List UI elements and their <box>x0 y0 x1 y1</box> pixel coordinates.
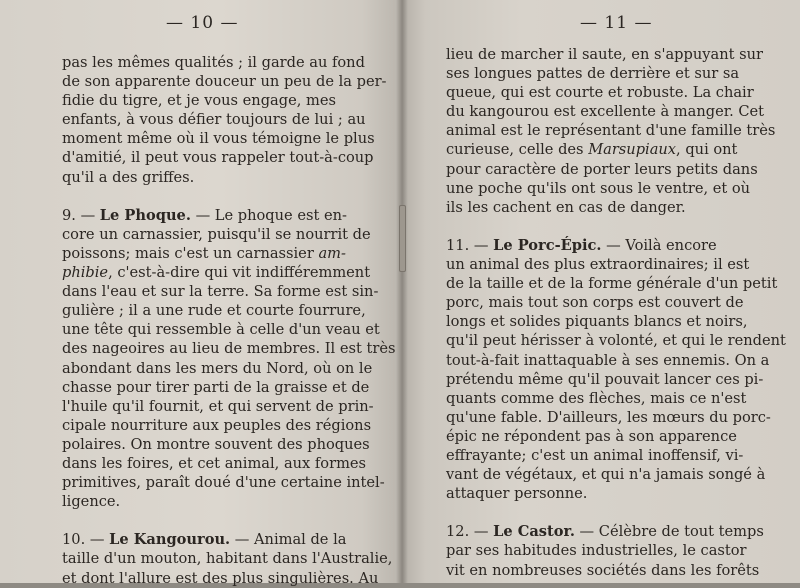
text-line: 10. — Le Kangourou. — Animal de la <box>62 531 347 549</box>
text-line: et dont l'allure est des plus singulières. Au <box>62 569 379 587</box>
italic-term: am- <box>318 244 346 262</box>
paragraph-gap <box>446 503 752 522</box>
text-line: qu'il peut hérisser à volonté, et qui le rendent <box>446 332 786 350</box>
text-line: effrayante; c'est un animal inoffensif, vi- <box>446 446 744 464</box>
text-line: polaires. On montre souvent des phoques <box>62 435 370 453</box>
text-line: attaquer personne. <box>446 485 588 503</box>
text-line: animal est le représentant d'une famille très <box>446 122 776 140</box>
paragraph-gap <box>62 187 358 206</box>
text-line: gulière ; il a une rude et courte fourrure, <box>62 302 366 320</box>
section-heading: Le Phoque. <box>99 206 191 224</box>
binding-staple <box>399 205 406 272</box>
text-line: porc, mais tout son corps est couvert de <box>446 294 744 312</box>
text-line: une poche qu'ils ont sous le ventre, et où <box>446 179 751 197</box>
text-line: de son apparente douceur un peu de la per- <box>62 73 387 91</box>
text-line: enfants, à vous défier toujours de lui ; au <box>62 111 366 129</box>
text-line: 11. — Le Porc-Épic. — Voilà encore <box>446 236 717 254</box>
text-line: taille d'un mouton, habitant dans l'Australie, <box>62 550 393 568</box>
text-line: 9. — Le Phoque. — Le phoque est en- <box>62 206 347 224</box>
text-line: chasse pour tirer parti de la graisse et de <box>62 378 370 396</box>
text-line: ils les cachent en cas de danger. <box>446 198 686 216</box>
text-line: phibie, c'est-à-dire qui vit indifféremment <box>62 264 371 282</box>
page-number-right: — 11 — <box>580 13 653 33</box>
section-heading: Le Castor. <box>493 523 575 541</box>
text-line: quants comme des flèches, mais ce n'est <box>446 389 747 407</box>
text-line: pas les mêmes qualités ; il garde au fond <box>62 54 365 71</box>
text-line: qu'il a des griffes. <box>62 168 195 186</box>
italic-term: Marsupiaux <box>588 141 677 159</box>
left-page-text <box>62 53 396 588</box>
text-line: abondant dans les mers du Nord, où on le <box>62 359 373 377</box>
text-line: fidie du tigre, et je vous engage, mes <box>62 92 336 110</box>
text-line: ses longues pattes de derrière et sur sa <box>446 65 740 83</box>
section-heading: Le Porc-Épic. <box>493 236 602 254</box>
paragraph-gap <box>62 511 358 530</box>
text-line: dans les foires, et cet animal, aux formes <box>62 454 367 472</box>
text-line: primitives, paraît doué d'une certaine intel- <box>62 474 385 492</box>
text-line: longs et solides piquants blancs et noirs, <box>446 313 748 331</box>
text-line: 12. — Le Castor. — Célèbre de tout temps <box>446 523 764 541</box>
text-line: core un carnassier, puisqu'il se nourrit de <box>62 225 371 243</box>
text-line: pour caractère de porter leurs petits dans <box>446 160 758 178</box>
text-line: vant de végétaux, et qui n'a jamais songé à <box>446 466 766 484</box>
text-line: qu'une fable. D'ailleurs, les mœurs du porc- <box>446 408 771 426</box>
right-page <box>402 0 800 583</box>
text-line: épic ne répondent pas à son apparence <box>446 427 737 445</box>
text-line: de la taille et de la forme générale d'un petit <box>446 275 778 293</box>
page-number-left: — 10 — <box>166 13 239 33</box>
text-line: queue, qui est courte et robuste. La chair <box>446 84 754 102</box>
book-gutter <box>396 0 408 583</box>
text-line: tout-à-fait inattaquable à ses ennemis. On a <box>446 351 770 369</box>
text-line: dans l'eau et sur la terre. Sa forme est sin- <box>62 283 379 301</box>
right-page-text <box>446 45 786 580</box>
text-line: cipale nourriture aux peuples des régions <box>62 416 372 434</box>
paragraph-gap <box>446 217 752 236</box>
text-line: par ses habitudes industrielles, le castor <box>446 542 747 560</box>
text-line: du kangourou est excellente à manger. Cet <box>446 103 765 121</box>
text-line: prétendu même qu'il pouvait lancer ces pi- <box>446 370 764 388</box>
text-line: moment même où il vous témoigne le plus <box>62 130 375 148</box>
text-line: une tête qui ressemble à celle d'un veau et <box>62 321 380 339</box>
text-line: poissons; mais c'est un carnassier am- <box>62 244 346 262</box>
text-line: vit en nombreuses sociétés dans les forêts <box>446 561 760 579</box>
section-heading: Le Kangourou. <box>109 531 231 549</box>
text-line: d'amitié, il peut vous rappeler tout-à-coup <box>62 149 374 167</box>
text-line: un animal des plus extraordinaires; il est <box>446 256 750 274</box>
text-line: ligence. <box>62 493 121 511</box>
italic-term: phibie <box>62 264 109 282</box>
text-line: lieu de marcher il saute, en s'appuyant sur <box>446 46 763 63</box>
text-line: des nageoires au lieu de membres. Il est très <box>62 340 396 358</box>
text-line: curieuse, celle des Marsupiaux, qui ont <box>446 141 738 159</box>
text-line: l'huile qu'il fournit, et qui servent de prin- <box>62 397 374 415</box>
